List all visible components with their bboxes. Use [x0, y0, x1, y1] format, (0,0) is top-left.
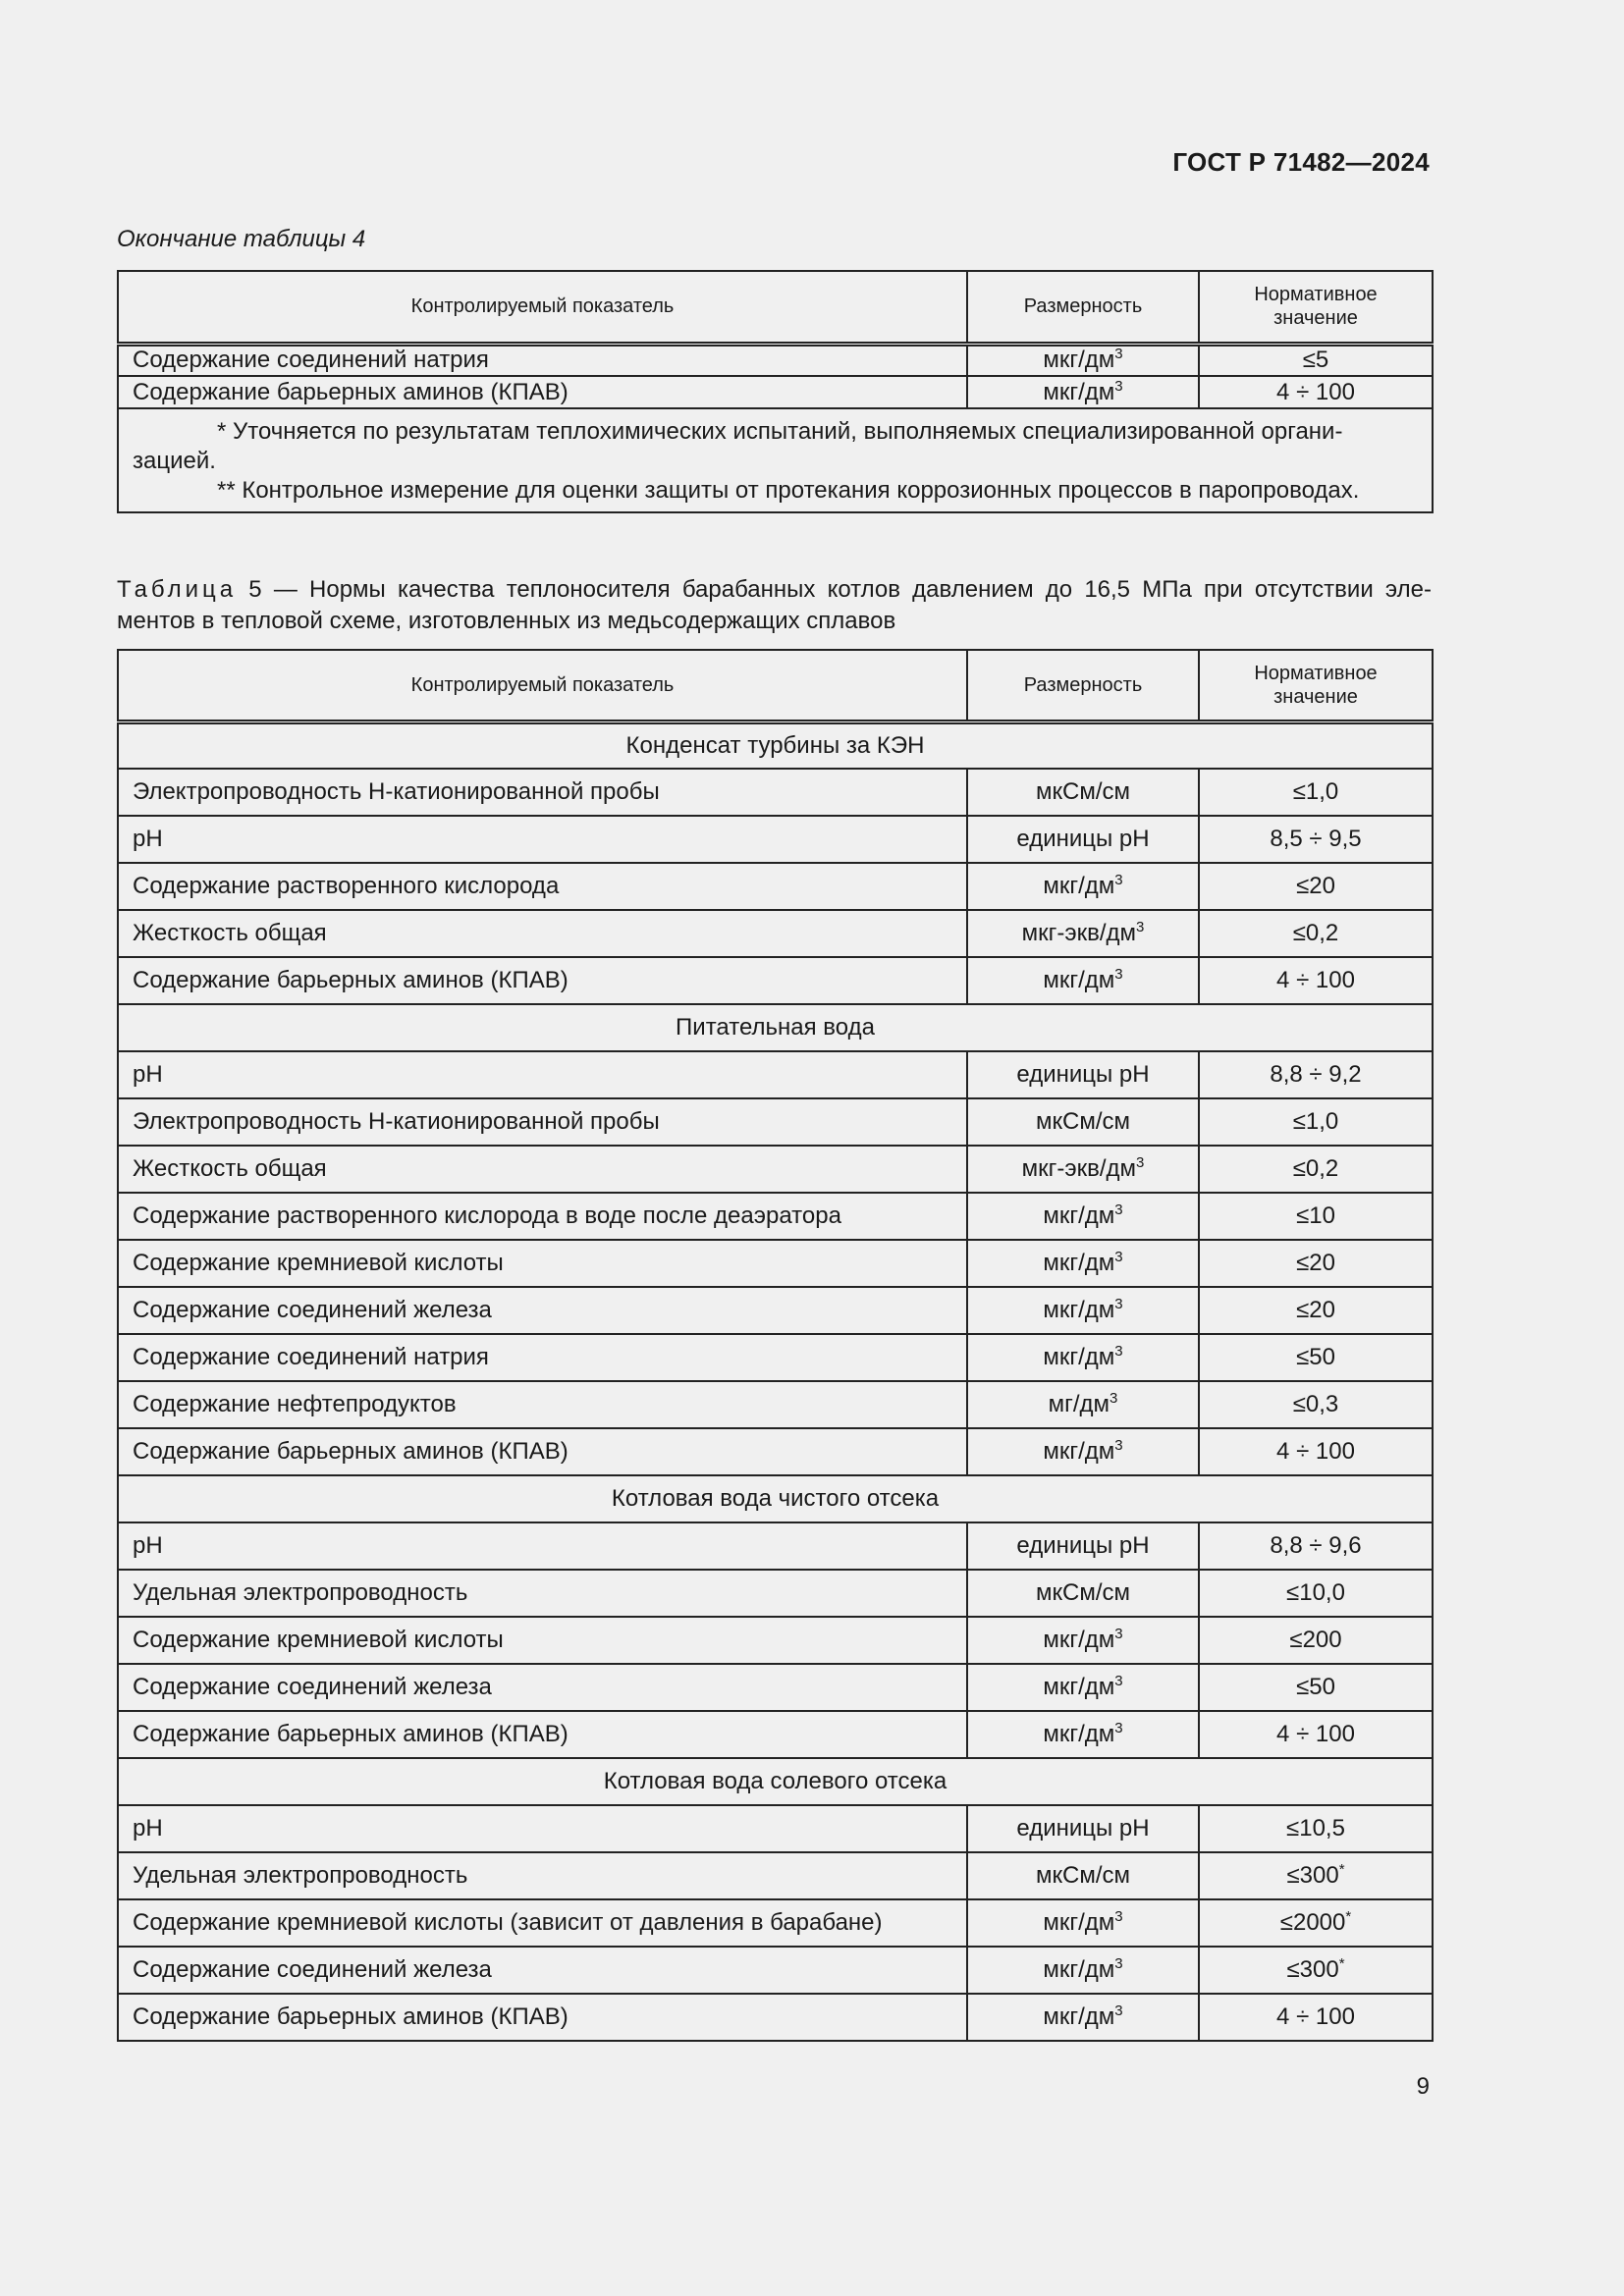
table-row [118, 1146, 1433, 1193]
table5-caption [117, 574, 1432, 637]
norm-value-text: ≤10,5 [1286, 1815, 1345, 1842]
indicator-cell: Содержание кремниевой кислоты [118, 1240, 967, 1287]
norm-value-text: ≤5 [1302, 347, 1329, 374]
unit-text: единицы pH [1016, 826, 1150, 852]
indicator-cell: pH [118, 1522, 967, 1570]
unit-cell [967, 1334, 1199, 1381]
norm-value-text: ≤0,3 [1292, 1391, 1339, 1417]
page-number: 9 [1416, 2073, 1430, 2100]
unit-cell [967, 1852, 1199, 1899]
column-header-unit: Размерность [967, 650, 1199, 721]
norm-value-cell [1199, 1947, 1433, 1994]
table-row [118, 863, 1433, 910]
unit-superscript: 3 [1114, 1720, 1123, 1736]
unit-cell [967, 957, 1199, 1004]
indicator-cell: Удельная электропроводность [118, 1570, 967, 1617]
table5-caption-number: 5 [248, 576, 262, 603]
unit-cell [967, 816, 1199, 863]
norm-value-cell [1199, 1664, 1433, 1711]
unit-cell [967, 344, 1199, 376]
section-title: Котловая вода солевого отсека [118, 1758, 1433, 1805]
indicator-cell: Жесткость общая [118, 1146, 967, 1193]
norm-value-text: ≤1,0 [1292, 1108, 1339, 1135]
table5-caption-label: Таблица [117, 576, 238, 603]
norm-footnote-mark: * [1338, 1955, 1345, 1972]
indicator-cell: Содержание соединений натрия [118, 344, 967, 376]
unit-text: мг/дм [1048, 1391, 1110, 1417]
norm-value-text: ≤200 [1289, 1627, 1342, 1653]
footnote-line: зацией. [133, 448, 216, 474]
norm-value-text: ≤2000 [1279, 1909, 1346, 1936]
table-row [118, 1193, 1433, 1240]
unit-cell [967, 1947, 1199, 1994]
unit-superscript: 3 [1114, 1673, 1123, 1689]
norm-value-cell [1199, 816, 1433, 863]
unit-text: мкг/дм [1043, 2003, 1115, 2030]
norm-value-text: ≤0,2 [1292, 920, 1339, 946]
table-4 [117, 270, 1434, 513]
unit-cell [967, 1664, 1199, 1711]
indicator-cell: pH [118, 816, 967, 863]
norm-value-cell [1199, 1711, 1433, 1758]
norm-value-cell [1199, 769, 1433, 816]
section-header-row [118, 721, 1433, 769]
unit-superscript: 3 [1114, 966, 1123, 983]
norm-value-text: ≤20 [1296, 873, 1335, 899]
unit-cell [967, 769, 1199, 816]
unit-text: мкг/дм [1043, 347, 1115, 374]
table-row [118, 816, 1433, 863]
notes-row [118, 408, 1433, 512]
footnote-line: ** Контрольное измерение для оценки защиты от протекания коррозионных процессов в паропроводах. [217, 477, 1360, 504]
table-row [118, 1381, 1433, 1428]
indicator-cell: Содержание растворенного кислорода в воде после деаэратора [118, 1193, 967, 1240]
unit-text: мкг-экв/дм [1021, 1155, 1137, 1182]
indicator-cell: Содержание барьерных аминов (КПАВ) [118, 376, 967, 408]
norm-value-cell [1199, 1617, 1433, 1664]
unit-cell [967, 1193, 1199, 1240]
unit-cell [967, 1570, 1199, 1617]
table5-caption-text: — Нормы качества теплоносителя барабанных котлов давлением до 16,5 МПа при отсутствии эле-ментов в тепловой схеме, изготовленных из медьсодержащих сплавов [117, 576, 1432, 634]
unit-superscript: 3 [1114, 1249, 1123, 1265]
norm-value-text: ≤1,0 [1292, 778, 1339, 805]
indicator-cell: Содержание барьерных аминов (КПАВ) [118, 957, 967, 1004]
unit-cell [967, 1522, 1199, 1570]
section-title: Котловая вода чистого отсека [118, 1475, 1433, 1522]
norm-value-cell [1199, 1240, 1433, 1287]
indicator-cell: Удельная электропроводность [118, 1852, 967, 1899]
unit-text: мкг/дм [1043, 967, 1115, 993]
norm-value-text: 8,8 ÷ 9,6 [1270, 1532, 1362, 1559]
unit-text: мкг/дм [1043, 1627, 1115, 1653]
unit-superscript: 3 [1114, 1201, 1123, 1218]
unit-text: мкг/дм [1043, 1721, 1115, 1747]
unit-cell [967, 1899, 1199, 1947]
unit-cell [967, 1098, 1199, 1146]
indicator-cell: Содержание соединений натрия [118, 1334, 967, 1381]
indicator-cell: Содержание барьерных аминов (КПАВ) [118, 1711, 967, 1758]
table-row [118, 910, 1433, 957]
norm-value-cell [1199, 1051, 1433, 1098]
norm-value-cell [1199, 1146, 1433, 1193]
table-row [118, 1522, 1433, 1570]
table-row [118, 1947, 1433, 1994]
norm-value-text: ≤300 [1286, 1956, 1339, 1983]
norm-value-cell [1199, 1193, 1433, 1240]
unit-text: мкг/дм [1043, 1438, 1115, 1465]
indicator-cell: Содержание соединений железа [118, 1287, 967, 1334]
indicator-cell: Жесткость общая [118, 910, 967, 957]
table-row [118, 1428, 1433, 1475]
table4-continuation-caption: Окончание таблицы 4 [117, 226, 366, 252]
norm-value-cell [1199, 1334, 1433, 1381]
norm-value-cell [1199, 1428, 1433, 1475]
unit-superscript: 3 [1114, 1955, 1123, 1972]
table-row [118, 1098, 1433, 1146]
section-header-row [118, 1758, 1433, 1805]
table-row [118, 376, 1433, 408]
unit-cell [967, 863, 1199, 910]
column-header-norm: Нормативное значение [1199, 650, 1433, 721]
norm-footnote-mark: * [1338, 1861, 1345, 1878]
table-row [118, 1617, 1433, 1664]
norm-value-text: 4 ÷ 100 [1276, 967, 1355, 993]
table-header-row [118, 650, 1433, 721]
norm-value-text: 4 ÷ 100 [1276, 1438, 1355, 1465]
table-row [118, 1570, 1433, 1617]
norm-value-text: ≤50 [1296, 1344, 1335, 1370]
column-header-indicator: Контролируемый показатель [118, 650, 967, 721]
indicator-cell: Содержание кремниевой кислоты (зависит от давления в барабане) [118, 1899, 967, 1947]
norm-value-text: ≤10,0 [1286, 1579, 1345, 1606]
unit-text: мкг/дм [1043, 1250, 1115, 1276]
unit-text: мкг/дм [1043, 1674, 1115, 1700]
table-row [118, 344, 1433, 376]
norm-value-cell [1199, 1805, 1433, 1852]
norm-value-text: ≤20 [1296, 1297, 1335, 1323]
unit-text: мкг/дм [1043, 378, 1115, 405]
norm-value-cell [1199, 910, 1433, 957]
norm-value-cell [1199, 1381, 1433, 1428]
norm-value-cell [1199, 1522, 1433, 1570]
norm-value-cell [1199, 1287, 1433, 1334]
unit-cell [967, 910, 1199, 957]
indicator-cell: pH [118, 1805, 967, 1852]
section-title: Конденсат турбины за КЭН [118, 721, 1433, 769]
section-title: Питательная вода [118, 1004, 1433, 1051]
unit-text: мкг/дм [1043, 1297, 1115, 1323]
table-row [118, 1805, 1433, 1852]
table-row [118, 1240, 1433, 1287]
indicator-cell: Содержание барьерных аминов (КПАВ) [118, 1994, 967, 2041]
norm-value-text: ≤300 [1286, 1862, 1339, 1889]
norm-value-cell [1199, 1852, 1433, 1899]
norm-value-cell [1199, 863, 1433, 910]
unit-cell [967, 1381, 1199, 1428]
table-row [118, 1711, 1433, 1758]
unit-superscript: 3 [1114, 1908, 1123, 1925]
unit-cell [967, 1051, 1199, 1098]
table-row [118, 957, 1433, 1004]
unit-cell [967, 1146, 1199, 1193]
document-code: ГОСТ Р 71482—2024 [1172, 147, 1430, 177]
table-row [118, 1287, 1433, 1334]
table-row [118, 1664, 1433, 1711]
indicator-cell: Содержание барьерных аминов (КПАВ) [118, 1428, 967, 1475]
unit-cell [967, 1617, 1199, 1664]
unit-text: мкг/дм [1043, 873, 1115, 899]
norm-value-cell [1199, 1098, 1433, 1146]
unit-cell [967, 1287, 1199, 1334]
column-header-unit: Размерность [967, 271, 1199, 344]
unit-superscript: 3 [1114, 1343, 1123, 1360]
unit-cell [967, 1240, 1199, 1287]
norm-value-text: 4 ÷ 100 [1276, 378, 1355, 405]
norm-value-cell [1199, 957, 1433, 1004]
unit-cell [967, 1428, 1199, 1475]
section-header-row [118, 1475, 1433, 1522]
indicator-cell: Содержание нефтепродуктов [118, 1381, 967, 1428]
table-row [118, 1334, 1433, 1381]
unit-cell [967, 376, 1199, 408]
unit-text: мкСм/см [1036, 778, 1130, 805]
norm-value-cell [1199, 1994, 1433, 2041]
unit-superscript: 3 [1110, 1390, 1118, 1407]
indicator-cell: Содержание соединений железа [118, 1664, 967, 1711]
table-row [118, 1994, 1433, 2041]
unit-superscript: 3 [1114, 2002, 1123, 2019]
norm-value-cell [1199, 344, 1433, 376]
norm-value-text: ≤0,2 [1292, 1155, 1339, 1182]
unit-cell [967, 1994, 1199, 2041]
indicator-cell: Электропроводность Н-катионированной пробы [118, 1098, 967, 1146]
unit-text: единицы pH [1016, 1532, 1150, 1559]
unit-superscript: 3 [1114, 1626, 1123, 1642]
norm-value-cell [1199, 1899, 1433, 1947]
norm-value-text: 4 ÷ 100 [1276, 2003, 1355, 2030]
indicator-cell: Содержание кремниевой кислоты [118, 1617, 967, 1664]
table-row [118, 1852, 1433, 1899]
section-header-row [118, 1004, 1433, 1051]
unit-text: мкСм/см [1036, 1108, 1130, 1135]
unit-cell [967, 1805, 1199, 1852]
unit-text: единицы pH [1016, 1061, 1150, 1088]
unit-superscript: 3 [1114, 1437, 1123, 1454]
unit-superscript: 3 [1136, 1154, 1145, 1171]
unit-text: мкСм/см [1036, 1579, 1130, 1606]
unit-text: мкСм/см [1036, 1862, 1130, 1889]
unit-cell [967, 1711, 1199, 1758]
norm-value-text: 8,8 ÷ 9,2 [1270, 1061, 1362, 1088]
notes-cell [118, 408, 1433, 512]
unit-superscript: 3 [1114, 377, 1123, 395]
table-row [118, 1051, 1433, 1098]
indicator-cell: Электропроводность Н-катионированной пробы [118, 769, 967, 816]
norm-value-text: ≤50 [1296, 1674, 1335, 1700]
norm-value-cell [1199, 376, 1433, 408]
unit-superscript: 3 [1136, 919, 1145, 935]
footnote-line: * Уточняется по результатам теплохимических испытаний, выполняемых специализированной органи- [217, 418, 1343, 445]
norm-value-text: ≤10 [1296, 1202, 1335, 1229]
indicator-cell: pH [118, 1051, 967, 1098]
norm-value-text: 4 ÷ 100 [1276, 1721, 1355, 1747]
unit-text: мкг/дм [1043, 1202, 1115, 1229]
norm-value-cell [1199, 1570, 1433, 1617]
column-header-indicator: Контролируемый показатель [118, 271, 967, 344]
unit-superscript: 3 [1114, 1296, 1123, 1312]
table-row [118, 769, 1433, 816]
indicator-cell: Содержание растворенного кислорода [118, 863, 967, 910]
norm-value-text: ≤20 [1296, 1250, 1335, 1276]
indicator-cell: Содержание соединений железа [118, 1947, 967, 1994]
unit-text: единицы pH [1016, 1815, 1150, 1842]
unit-text: мкг/дм [1043, 1956, 1115, 1983]
norm-value-text: 8,5 ÷ 9,5 [1270, 826, 1362, 852]
unit-superscript: 3 [1114, 346, 1123, 363]
unit-superscript: 3 [1114, 872, 1123, 888]
table-5 [117, 649, 1434, 2042]
unit-text: мкг-экв/дм [1021, 920, 1137, 946]
norm-footnote-mark: * [1345, 1908, 1352, 1925]
unit-text: мкг/дм [1043, 1909, 1115, 1936]
unit-text: мкг/дм [1043, 1344, 1115, 1370]
table-row [118, 1899, 1433, 1947]
table-header-row [118, 271, 1433, 344]
column-header-norm: Нормативное значение [1199, 271, 1433, 344]
